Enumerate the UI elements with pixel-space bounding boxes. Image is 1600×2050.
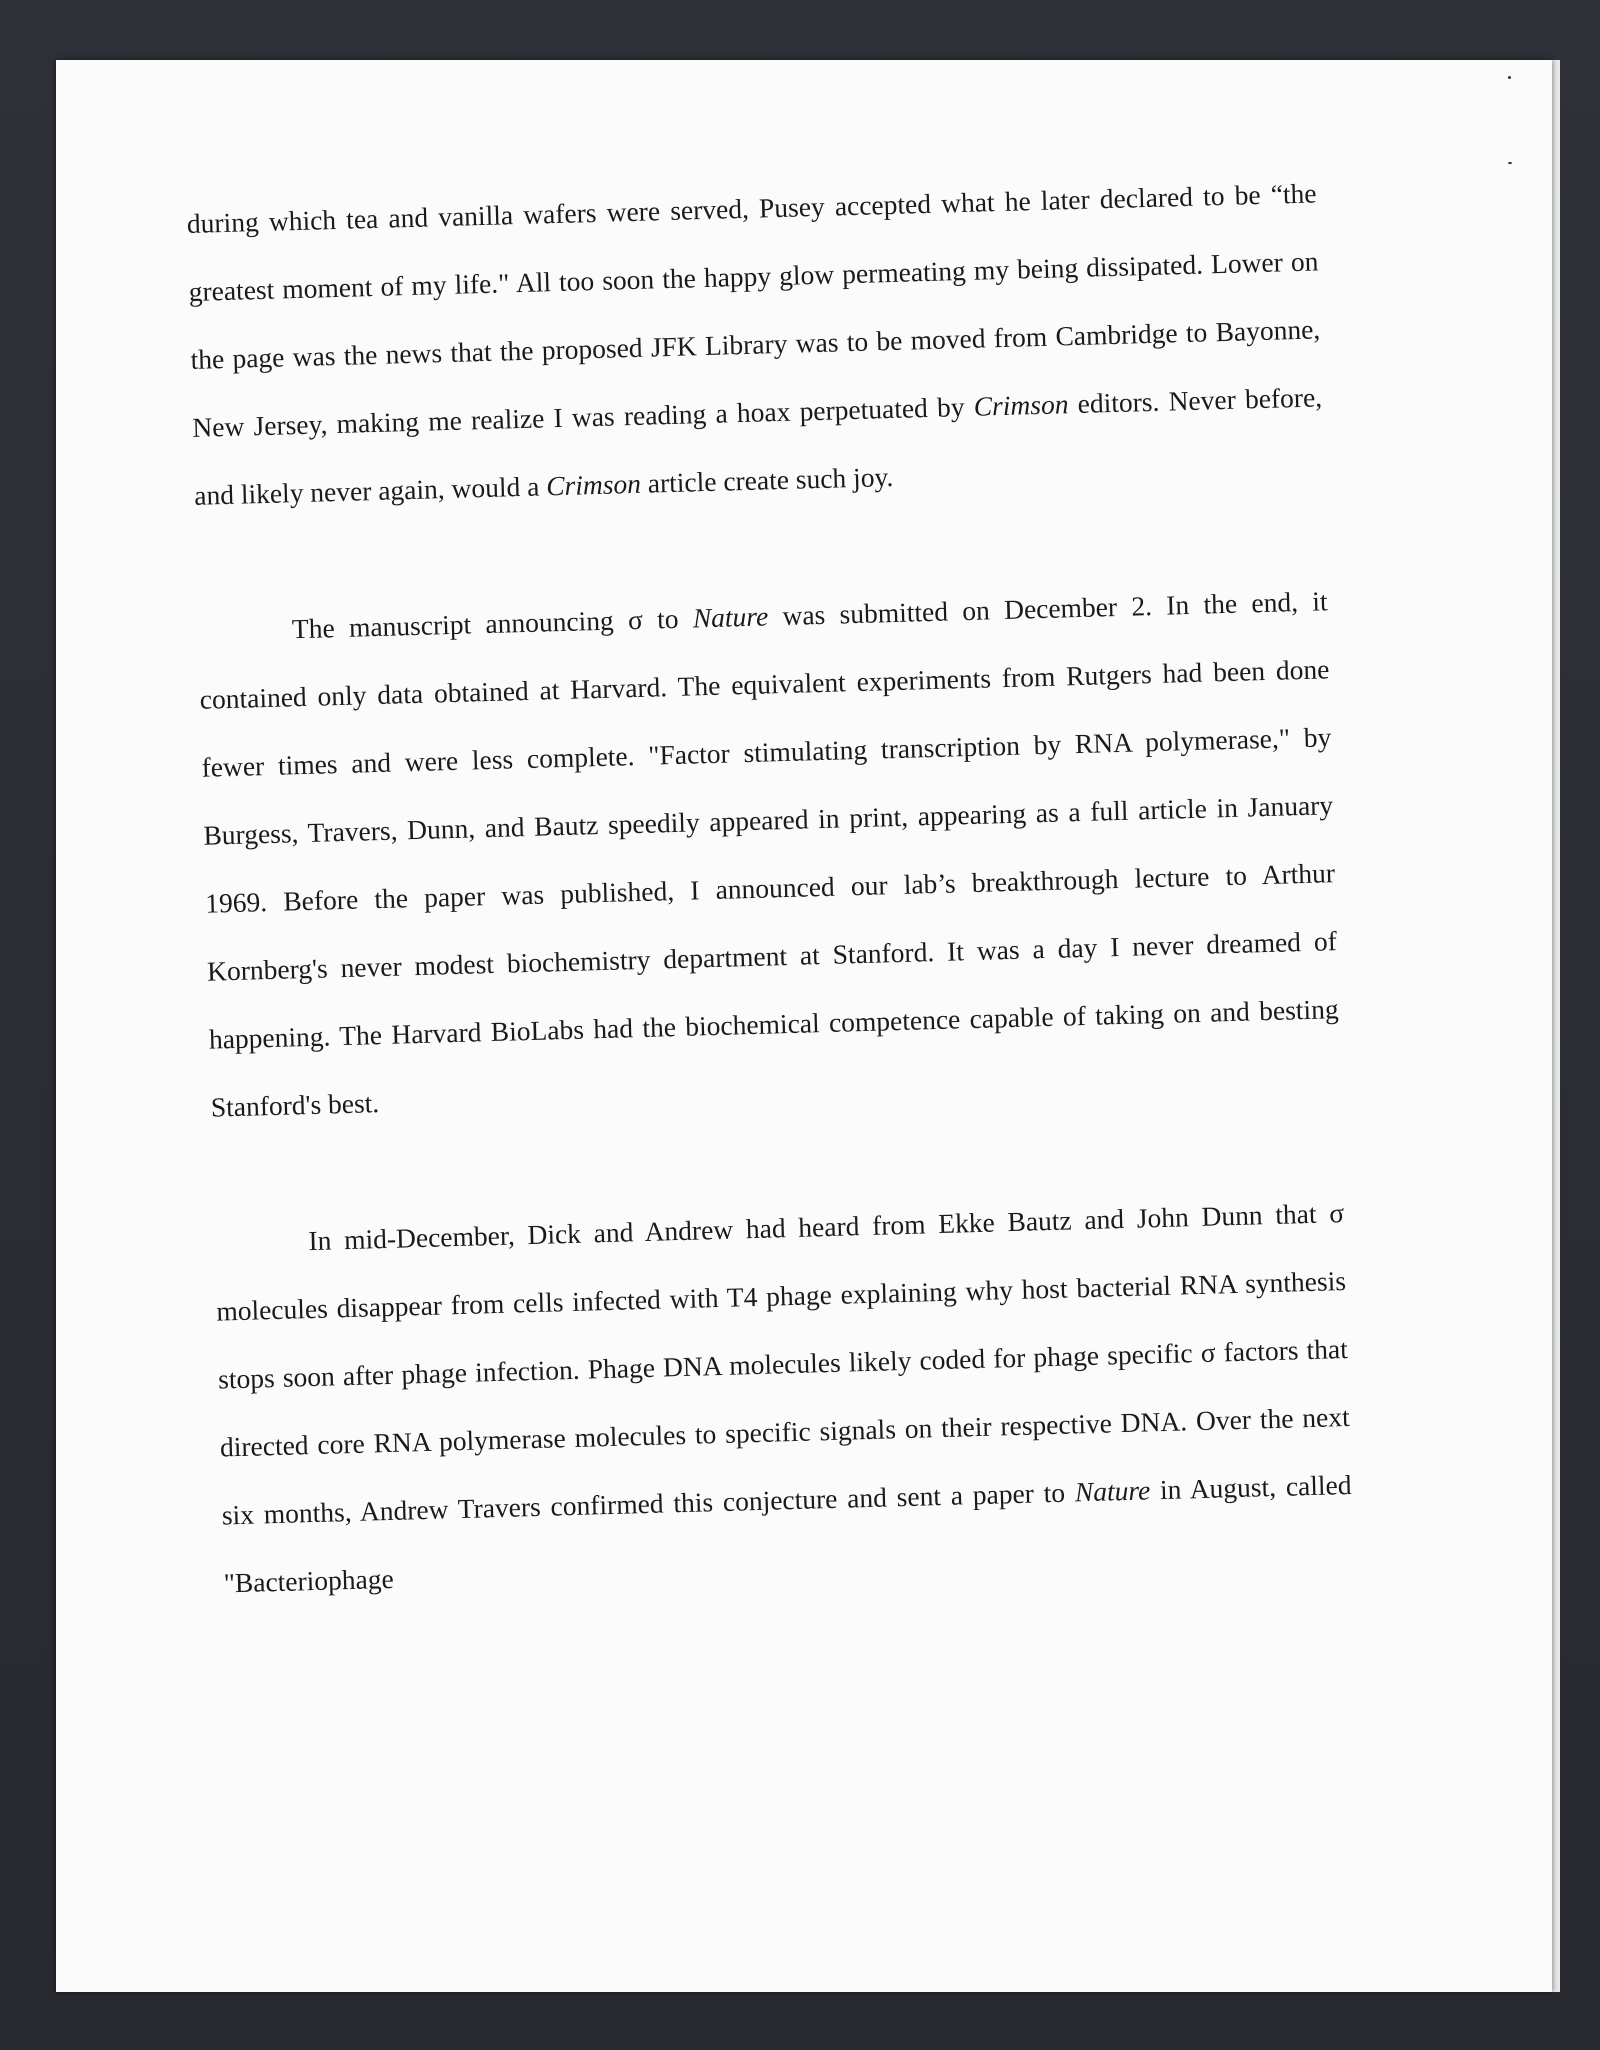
- text-run: in August, called "Bacteriophage: [223, 1468, 1352, 1599]
- text-run: The manuscript announcing σ to: [291, 602, 694, 645]
- text-run: editors. Never before, and likely never again, would a: [193, 381, 1323, 511]
- paragraph: [214, 1179, 1355, 1617]
- speck-mark: [1508, 76, 1511, 79]
- paragraph: [197, 567, 1341, 1141]
- italic-text: Nature: [692, 600, 769, 634]
- document-body: [186, 159, 1354, 1617]
- italic-text: Crimson: [545, 467, 642, 502]
- text-run: during which tea and vanilla wafers were served, Pusey accepted what he later declared to be “the greatest moment of my life." All too soon the happy glow permeating my being dissipated. Lower on the page was the news that the proposed JFK Library was to be moved from Cambridge to Bayonne, New Jersey, making me realize I was reading a hoax perpetuated by: [186, 177, 1321, 443]
- paragraph: [186, 159, 1325, 529]
- speck-mark: [1508, 162, 1512, 164]
- page-edge: [1552, 60, 1560, 1992]
- italic-text: Crimson: [973, 388, 1069, 422]
- italic-text: Nature: [1074, 1474, 1151, 1508]
- text-run: In mid-December, Dick and Andrew had heard from Ekke Bautz and John Dunn that σ molecules disappear from cells infected with T4 phage explaining why host bacterial RNA synthesis stops soon after phage infection. Phage DNA molecules likely coded for phage specific σ factors that directed core RNA polymerase molecules to specific signals on their respective DNA. Over the next six months, Andrew Travers confirmed this conjecture and sent a paper to: [215, 1197, 1351, 1531]
- text-run: article create such joy.: [640, 460, 894, 499]
- text-run: was submitted on December 2. In the end, it contained only data obtained at Harvard. The equivalent experiments from Rutgers had been done fewer times and were less complete. "Factor stimulating transcription by RNA polymerase," by Burgess, Travers, Dunn, and Bautz speedily appeared in print, appearing as a full article in January 1969. Before the paper was published, I announced our lab’s breakthrough lecture to Arthur Kornberg's never modest biochemistry department at Stanford. It was a day I never dreamed of happening. The Harvard BioLabs had the biochemical competence capable of taking on and besting Stanford's best.: [199, 585, 1339, 1123]
